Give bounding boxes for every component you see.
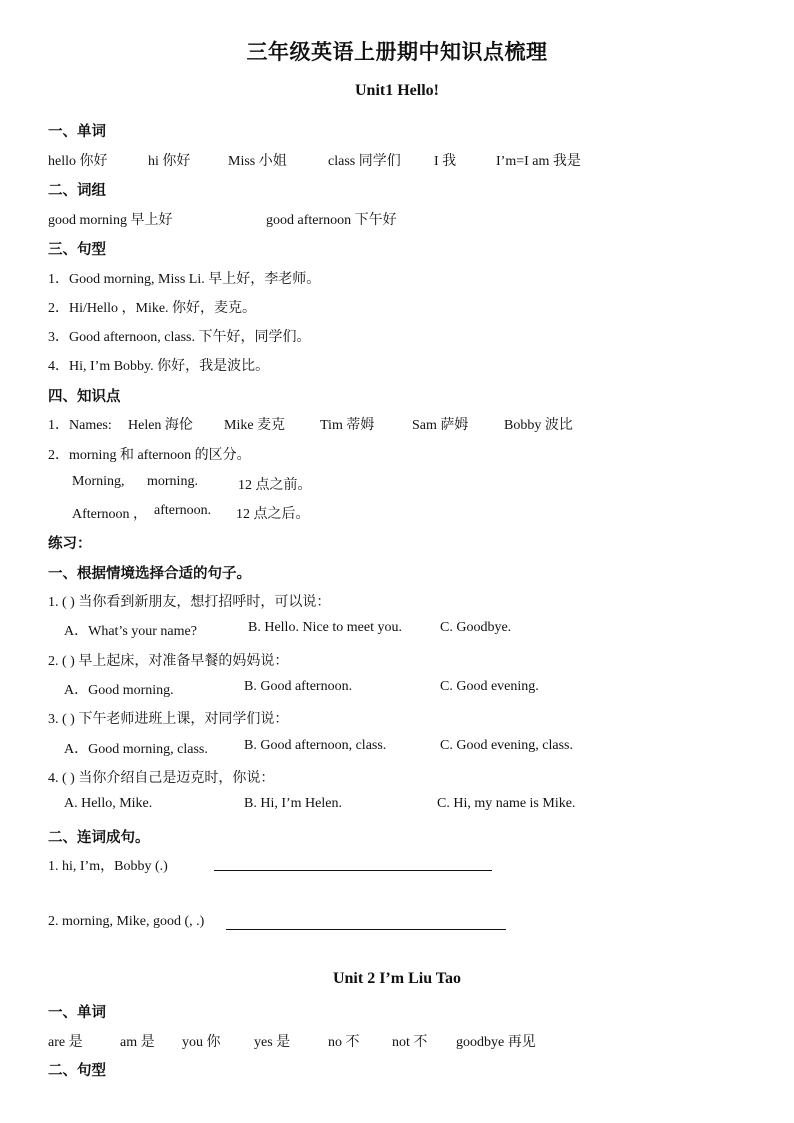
option: C. Goodbye.: [440, 620, 512, 635]
option: A．Good morning, class.: [64, 742, 208, 757]
distinction-line: 2．morning 和 afternoon 的区分。: [48, 448, 251, 463]
name-item: Tim 蒂姆: [320, 418, 375, 433]
word-item: Miss 小姐: [228, 154, 287, 169]
word-item: hi 你好: [148, 154, 191, 169]
note-text: 12 点之后。: [236, 507, 310, 522]
unit2-sentences-heading: 二、句型: [48, 1063, 106, 1079]
word-item: are 是: [48, 1035, 83, 1050]
word-item: you 你: [182, 1035, 221, 1050]
option: C. Good evening.: [440, 679, 539, 694]
reorder-question: 2. morning, Mike, good (, .): [48, 914, 205, 929]
question: 1. ( ) 当你看到新朋友，想打招呼时，可以说：: [48, 595, 331, 610]
option: C. Hi, my name is Mike.: [437, 796, 576, 811]
word-item: no 不: [328, 1035, 360, 1050]
name-item: Mike 麦克: [224, 418, 286, 433]
unit1-phrases-heading: 二、词组: [48, 183, 106, 199]
option: A. Hello, Mike.: [64, 796, 153, 811]
option: B. Hi, I’m Helen.: [244, 796, 342, 811]
sentence-item: 2．Hi/Hello ，Mike. 你好，麦克。: [48, 301, 257, 316]
answer-blank[interactable]: [214, 870, 492, 871]
note-text: morning.: [147, 474, 198, 489]
question: 2. ( ) 早上起床，对准备早餐的妈妈说：: [48, 654, 289, 669]
names-label: 1．Names:: [48, 418, 112, 433]
unit1-points-heading: 四、知识点: [48, 389, 121, 405]
option: B. Hello. Nice to meet you.: [248, 620, 402, 635]
sentence-item: 1．Good morning, Miss Li. 早上好，李老师。: [48, 272, 321, 287]
answer-blank[interactable]: [226, 929, 506, 930]
name-item: Helen 海伦: [128, 418, 193, 433]
word-item: class 同学们: [328, 154, 401, 169]
option: A．What’s your name?: [64, 624, 197, 639]
note-text: Morning,: [72, 474, 125, 489]
name-item: Sam 萨姆: [412, 418, 469, 433]
unit2-heading: Unit 2 I’m Liu Tao: [332, 970, 462, 987]
sentence-item: 3．Good afternoon, class. 下午好，同学们。: [48, 330, 311, 345]
unit1-words-heading: 一、单词: [48, 124, 106, 140]
option: B. Good afternoon.: [244, 679, 353, 694]
option: B. Good afternoon, class.: [244, 738, 387, 753]
question: 3. ( ) 下午老师进班上课，对同学们说：: [48, 712, 289, 727]
word-item: am 是: [120, 1035, 155, 1050]
phrase-item: good afternoon 下午好: [266, 213, 397, 228]
option: A．Good morning.: [64, 683, 174, 698]
word-item: not 不: [392, 1035, 428, 1050]
note-text: afternoon.: [154, 503, 212, 518]
word-item: yes 是: [254, 1035, 291, 1050]
word-item: I 我: [434, 154, 457, 169]
word-item: goodbye 再见: [456, 1035, 536, 1050]
unit1-sentences-heading: 三、句型: [48, 242, 106, 258]
practice-part2-heading: 二、连词成句。: [48, 830, 150, 846]
unit2-words-heading: 一、单词: [48, 1005, 106, 1021]
note-text: 12 点之前。: [238, 478, 312, 493]
reorder-question: 1. hi, I’m，Bobby (.): [48, 859, 168, 874]
practice-part1-heading: 一、根据情境选择合适的句子。: [48, 566, 251, 582]
unit1-heading: Unit1 Hello!: [355, 82, 439, 99]
question: 4. ( ) 当你介绍自己是迈克时，你说：: [48, 771, 275, 786]
sentence-item: 4．Hi, I’m Bobby. 你好，我是波比。: [48, 359, 270, 374]
page-title: 三年级英语上册期中知识点梳理: [246, 40, 548, 64]
name-item: Bobby 波比: [504, 418, 573, 433]
note-text: Afternoon ，: [72, 507, 148, 522]
word-item: hello 你好: [48, 154, 108, 169]
practice-heading: 练习：: [48, 536, 92, 552]
phrase-item: good morning 早上好: [48, 213, 173, 228]
word-item: I’m=I am 我是: [496, 154, 581, 169]
option: C. Good evening, class.: [440, 738, 573, 753]
